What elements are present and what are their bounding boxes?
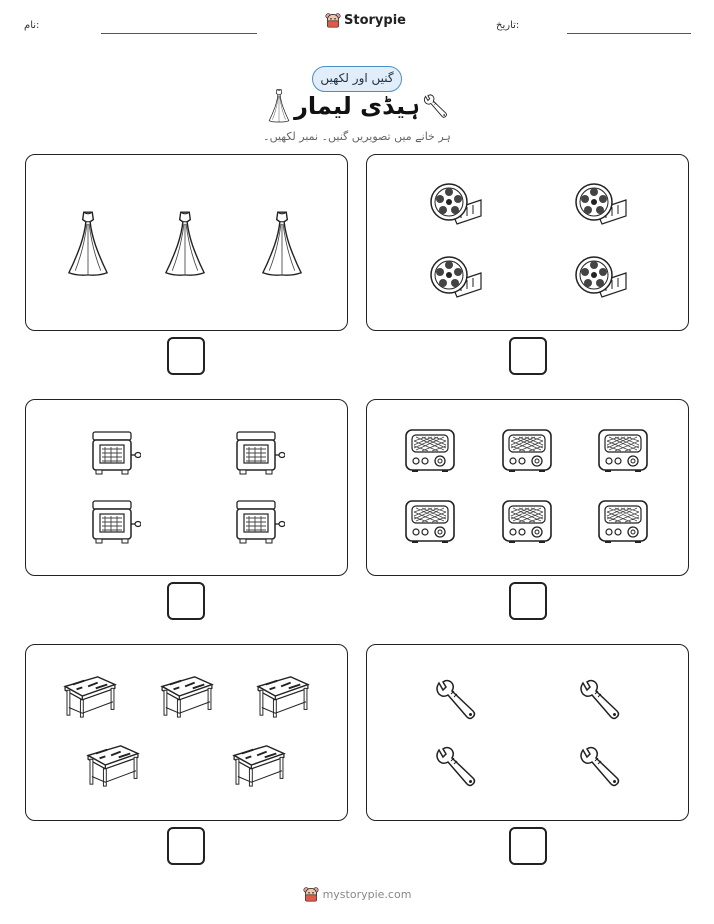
answer-box-film-reels[interactable] — [509, 337, 547, 375]
music-box-icon — [89, 499, 141, 545]
brand-name: Storypie — [344, 12, 406, 28]
name-line[interactable] — [101, 33, 257, 34]
radio-icon — [404, 427, 456, 473]
film-reel-icon — [572, 182, 628, 226]
count-card-wrenches — [366, 644, 689, 821]
film-reel-icon — [427, 255, 483, 299]
gown-icon — [66, 209, 110, 277]
radio-icon — [597, 498, 649, 544]
answer-box-gowns[interactable] — [167, 337, 205, 375]
answer-box-wrenches[interactable] — [509, 827, 547, 865]
answer-box-workbenches[interactable] — [167, 827, 205, 865]
radio-icon — [501, 498, 553, 544]
worksheet-title: ہیڈی لیمار — [294, 92, 420, 120]
wrench-icon — [433, 746, 477, 790]
name-label: نام: — [24, 20, 40, 31]
radio-icon — [597, 427, 649, 473]
footer-site[interactable]: mystorypie.com — [322, 887, 412, 901]
count-card-workbenches — [25, 644, 348, 821]
film-reel-icon — [427, 182, 483, 226]
count-card-gowns — [25, 154, 348, 331]
wrench-icon — [422, 94, 448, 120]
film-reel-icon — [572, 255, 628, 299]
workbench-icon — [160, 673, 214, 719]
count-card-music-boxes — [25, 399, 348, 576]
music-box-icon — [89, 430, 141, 476]
workbench-icon — [232, 742, 286, 788]
workbench-icon — [256, 673, 310, 719]
music-box-icon — [233, 430, 285, 476]
instructions: ہر خانے میں تصویریں گنیں۔ نمبر لکھیں۔ — [263, 130, 451, 143]
count-card-radios — [366, 399, 689, 576]
radio-icon — [501, 427, 553, 473]
date-label: تاریخ: — [496, 20, 520, 31]
radio-icon — [404, 498, 456, 544]
storypie-bear-icon — [325, 12, 341, 28]
brand-logo — [325, 12, 406, 28]
answer-box-radios[interactable] — [509, 582, 547, 620]
gown-icon — [163, 209, 207, 277]
workbench-icon — [86, 742, 140, 788]
gown-icon — [260, 209, 304, 277]
answer-box-music-boxes[interactable] — [167, 582, 205, 620]
wrench-icon — [577, 746, 621, 790]
count-card-film-reels — [366, 154, 689, 331]
storypie-bear-icon — [303, 886, 319, 902]
footer — [0, 886, 714, 902]
wrench-icon — [433, 679, 477, 723]
date-line[interactable] — [567, 33, 691, 34]
activity-badge: گنیں اور لکھیں — [312, 66, 402, 92]
workbench-icon — [63, 673, 117, 719]
music-box-icon — [233, 499, 285, 545]
wrench-icon — [577, 679, 621, 723]
